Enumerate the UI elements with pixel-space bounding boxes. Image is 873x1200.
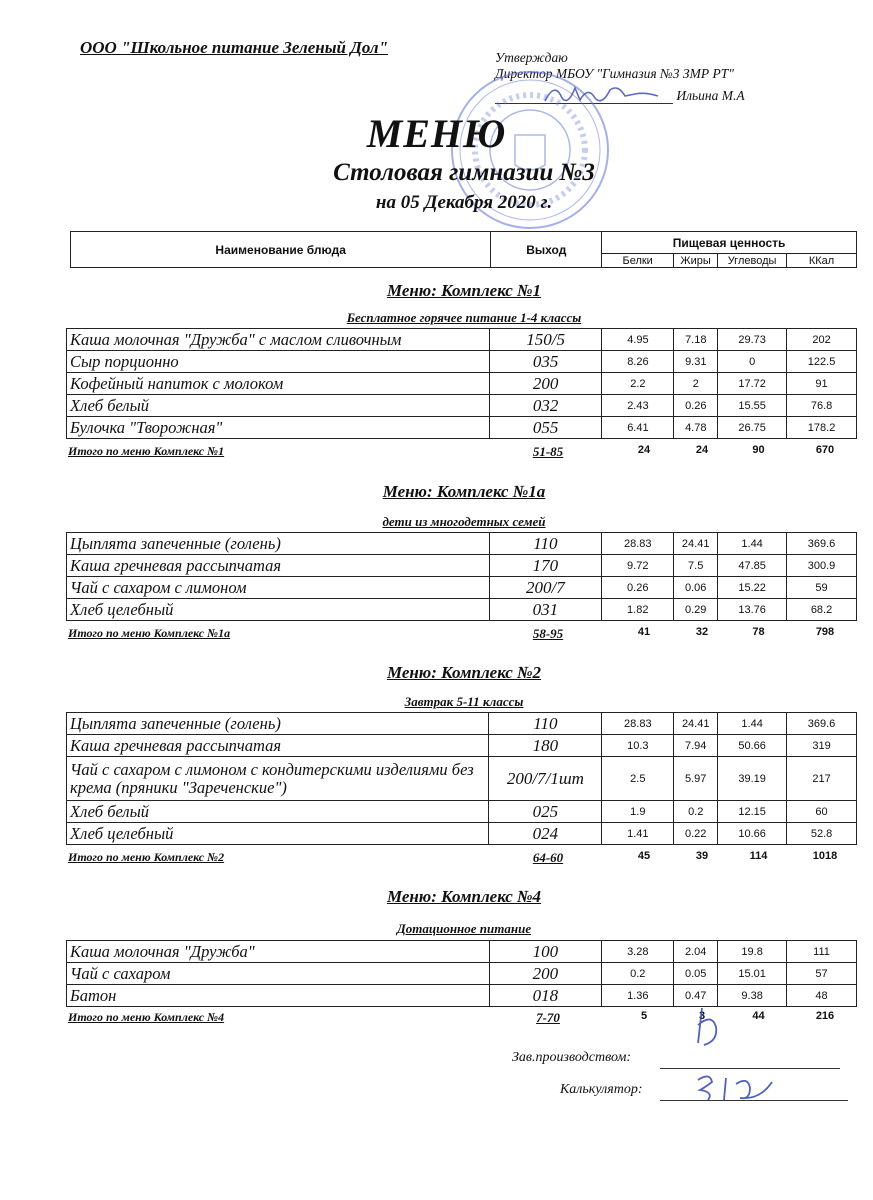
dish-carbs: 26.75 (718, 417, 787, 439)
dish-output: 200/7 (489, 577, 602, 599)
dish-output: 110 (489, 533, 602, 555)
production-head-label: Зав.производством: (512, 1050, 632, 1065)
dish-output: 200/7/1шт (489, 757, 602, 801)
dish-name: Цыплята запеченные (голень) (67, 713, 489, 735)
dish-kcal: 57 (787, 963, 857, 985)
dish-kcal: 52.8 (787, 823, 857, 845)
calculator-label: Калькулятор: (560, 1082, 643, 1097)
production-head-line (660, 1068, 840, 1069)
dish-fat: 0.47 (674, 985, 718, 1007)
dish-fat: 7.18 (674, 329, 718, 351)
dish-name: Батон (67, 985, 490, 1007)
dish-kcal: 369.6 (787, 533, 857, 555)
section-total (68, 850, 857, 866)
dish-name: Кофейный напиток с молоком (67, 373, 490, 395)
dish-fat: 0.06 (674, 577, 718, 599)
dish-protein: 3.28 (602, 941, 674, 963)
dish-protein: 0.26 (602, 577, 674, 599)
column-kcal: ККал (787, 254, 857, 268)
dish-fat: 0.2 (674, 801, 718, 823)
dish-kcal: 111 (787, 941, 857, 963)
column-nutrition: Пищевая ценность (602, 232, 857, 254)
column-carbs: Углеводы (718, 254, 787, 268)
dish-output: 018 (489, 985, 602, 1007)
dish-protein: 4.95 (602, 329, 674, 351)
dish-fat: 9.31 (674, 351, 718, 373)
dish-protein: 1.82 (602, 599, 674, 621)
total-label: Итого по меню Комплекс №2 (68, 850, 225, 864)
total-protein: 41 (637, 626, 651, 638)
table-row (67, 963, 857, 985)
table-row (67, 351, 857, 373)
total-output: 7-70 (536, 1010, 560, 1025)
dish-fat: 4.78 (674, 417, 718, 439)
dish-kcal: 68.2 (787, 599, 857, 621)
dish-name: Чай с сахаром с лимоном (67, 577, 490, 599)
dish-name: Хлеб целебный (67, 599, 490, 621)
dish-protein: 2.5 (602, 757, 674, 801)
dish-output: 025 (489, 801, 602, 823)
dish-output: 031 (489, 599, 602, 621)
dish-protein: 2.2 (602, 373, 674, 395)
total-label: Итого по меню Комплекс №1 (68, 444, 225, 458)
dish-fat: 7.5 (674, 555, 718, 577)
dish-name: Чай с сахаром (67, 963, 490, 985)
calculator-signature-icon (690, 1070, 780, 1104)
total-carbs: 44 (752, 1010, 765, 1022)
total-output: 64-60 (532, 850, 564, 865)
column-dish-name: Наименование блюда (71, 232, 491, 268)
dish-carbs: 50.66 (718, 735, 787, 757)
dish-name: Каша гречневая рассыпчатая (67, 555, 490, 577)
dish-protein: 10.3 (602, 735, 674, 757)
dish-name: Цыплята запеченные (голень) (67, 533, 490, 555)
table-row (67, 941, 857, 963)
dish-kcal: 122.5 (787, 351, 857, 373)
page-title: МЕНЮ (366, 111, 507, 156)
dish-carbs: 9.38 (718, 985, 787, 1007)
dish-protein: 1.9 (602, 801, 674, 823)
table-row (67, 373, 857, 395)
table-row (67, 823, 857, 845)
dish-name: Каша гречневая рассыпчатая (67, 735, 489, 757)
dish-kcal: 369.6 (787, 713, 857, 735)
dish-output: 110 (489, 713, 602, 735)
total-protein: 45 (637, 850, 651, 862)
dish-fat: 5.97 (674, 757, 718, 801)
menu-table-section-2 (66, 532, 857, 621)
table-row (67, 599, 857, 621)
total-protein: 24 (637, 444, 651, 456)
dish-output: 150/5 (489, 329, 602, 351)
column-header-table (70, 231, 857, 268)
dish-name: Сыр порционно (67, 351, 490, 373)
table-row (67, 555, 857, 577)
dish-kcal: 91 (787, 373, 857, 395)
table-row (67, 757, 857, 801)
dish-fat: 0.26 (674, 395, 718, 417)
dish-fat: 0.22 (674, 823, 718, 845)
column-fat: Жиры (674, 254, 718, 268)
total-kcal: 798 (815, 626, 835, 638)
dish-carbs: 15.22 (718, 577, 787, 599)
dish-kcal: 300.9 (787, 555, 857, 577)
dish-carbs: 29.73 (718, 329, 787, 351)
section-total (68, 1010, 857, 1026)
dish-fat: 24.41 (674, 533, 718, 555)
page-subtitle: Столовая гимназии №3 (333, 159, 595, 186)
dish-fat: 0.05 (674, 963, 718, 985)
dish-fat: 2.04 (674, 941, 718, 963)
dish-carbs: 19.8 (718, 941, 787, 963)
approve-label: Утверждаю (495, 50, 568, 65)
table-row (67, 735, 857, 757)
dish-kcal: 319 (787, 735, 857, 757)
dish-fat: 24.41 (674, 713, 718, 735)
dish-kcal: 59 (787, 577, 857, 599)
dish-carbs: 12.15 (718, 801, 787, 823)
dish-kcal: 76.8 (787, 395, 857, 417)
dish-carbs: 1.44 (718, 533, 787, 555)
column-output: Выход (491, 232, 602, 268)
total-fat: 3 (698, 1010, 706, 1022)
section-title: Меню: Комплекс №4 (386, 887, 542, 906)
director-title: Директор МБОУ "Гимназия №3 ЗМР РТ" (495, 66, 734, 81)
dish-output: 180 (489, 735, 602, 757)
dish-name: Чай с сахаром с лимоном с кондитерскими изделиями без крема (пряники "Зареченские") (67, 757, 489, 801)
dish-output: 200 (489, 963, 602, 985)
dish-protein: 28.83 (602, 533, 674, 555)
table-row (67, 533, 857, 555)
menu-table-section-3 (66, 712, 857, 845)
dish-fat: 2 (674, 373, 718, 395)
table-row (67, 801, 857, 823)
dish-fat: 0.29 (674, 599, 718, 621)
dish-protein: 6.41 (602, 417, 674, 439)
dish-name: Каша молочная "Дружба" (67, 941, 490, 963)
column-protein: Белки (602, 254, 674, 268)
dish-carbs: 39.19 (718, 757, 787, 801)
total-fat: 24 (695, 444, 709, 456)
dish-name: Хлеб белый (67, 801, 489, 823)
dish-protein: 2.43 (602, 395, 674, 417)
total-output: 51-85 (532, 444, 564, 459)
dish-carbs: 13.76 (718, 599, 787, 621)
section-title: Меню: Комплекс №1 (386, 281, 542, 300)
dish-carbs: 17.72 (718, 373, 787, 395)
total-output: 58-95 (532, 626, 564, 641)
table-row (67, 395, 857, 417)
total-kcal: 670 (815, 444, 835, 456)
section-subtitle: Завтрак 5-11 классы (404, 694, 524, 709)
dish-carbs: 47.85 (718, 555, 787, 577)
total-label: Итого по меню Комплекс №1а (68, 626, 231, 640)
dish-protein: 1.41 (602, 823, 674, 845)
dish-fat: 7.94 (674, 735, 718, 757)
dish-output: 024 (489, 823, 602, 845)
table-row (67, 577, 857, 599)
dish-output: 035 (489, 351, 602, 373)
total-kcal: 1018 (812, 850, 838, 862)
menu-table-section-1 (66, 328, 857, 439)
section-title: Меню: Комплекс №1а (382, 482, 546, 501)
company-name: ООО "Школьное питание Зеленый Дол" (80, 38, 389, 57)
dish-name: Хлеб белый (67, 395, 490, 417)
table-row (67, 417, 857, 439)
menu-date: на 05 Декабря 2020 г. (375, 192, 553, 213)
section-title: Меню: Комплекс №2 (386, 663, 542, 682)
section-subtitle: Бесплатное горячее питание 1-4 классы (346, 310, 582, 325)
dish-carbs: 15.55 (718, 395, 787, 417)
table-row (67, 329, 857, 351)
dish-protein: 8.26 (602, 351, 674, 373)
dish-kcal: 178.2 (787, 417, 857, 439)
dish-output: 100 (489, 941, 602, 963)
table-row (67, 713, 857, 735)
dish-protein: 28.83 (602, 713, 674, 735)
dish-kcal: 60 (787, 801, 857, 823)
dish-name: Булочка "Творожная" (67, 417, 490, 439)
dish-carbs: 1.44 (718, 713, 787, 735)
section-subtitle: Дотационное питание (396, 921, 532, 936)
handwritten-mark-icon (690, 1003, 730, 1053)
total-label: Итого по меню Комплекс №4 (68, 1010, 225, 1024)
dish-protein: 0.2 (602, 963, 674, 985)
total-fat: 39 (695, 850, 709, 862)
table-row (67, 985, 857, 1007)
total-carbs: 78 (752, 626, 765, 638)
dish-carbs: 15.01 (718, 963, 787, 985)
total-kcal: 216 (815, 1010, 835, 1022)
menu-table-section-4 (66, 940, 857, 1007)
dish-name: Хлеб целебный (67, 823, 489, 845)
section-total (68, 444, 857, 460)
dish-carbs: 0 (718, 351, 787, 373)
section-total (68, 626, 857, 642)
dish-output: 170 (489, 555, 602, 577)
section-subtitle: дети из многодетных семей (382, 514, 546, 529)
director-signature-icon (540, 76, 670, 112)
total-protein: 5 (640, 1010, 648, 1022)
total-carbs: 90 (752, 444, 765, 456)
dish-kcal: 48 (787, 985, 857, 1007)
dish-protein: 1.36 (602, 985, 674, 1007)
total-carbs: 114 (749, 850, 768, 862)
dish-kcal: 217 (787, 757, 857, 801)
dish-output: 055 (489, 417, 602, 439)
dish-output: 032 (489, 395, 602, 417)
director-name: Ильина М.А (676, 88, 745, 103)
dish-carbs: 10.66 (718, 823, 787, 845)
total-fat: 32 (695, 626, 709, 638)
dish-protein: 9.72 (602, 555, 674, 577)
dish-name: Каша молочная "Дружба" с маслом сливочным (67, 329, 490, 351)
dish-kcal: 202 (787, 329, 857, 351)
dish-output: 200 (489, 373, 602, 395)
